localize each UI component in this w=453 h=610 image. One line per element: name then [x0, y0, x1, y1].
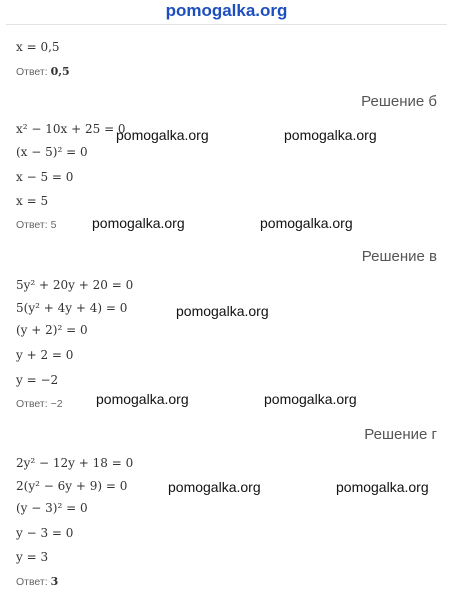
- watermark: pomogalka.org: [176, 303, 269, 319]
- section-title-d: Решение г: [364, 426, 437, 443]
- section-title-b: Решение б: [361, 93, 437, 110]
- watermark: pomogalka.org: [92, 215, 185, 231]
- watermark: pomogalka.org: [96, 391, 189, 407]
- watermark: pomogalka.org: [116, 127, 209, 143]
- header-divider: [6, 24, 447, 25]
- solution-line: 5y² + 20y + 20 = 0: [16, 278, 134, 292]
- watermark: pomogalka.org: [264, 391, 357, 407]
- solution-line: y − 3 = 0: [16, 526, 74, 540]
- solution-line: x = 5: [16, 194, 49, 208]
- answer: Ответ: 0,5: [16, 65, 70, 78]
- section-title-c: Решение в: [361, 248, 437, 265]
- answer: Ответ: 5: [16, 219, 57, 231]
- solution-line: x² − 10x + 25 = 0: [16, 122, 126, 136]
- solution-line: x = 0,5: [16, 40, 60, 54]
- answer: Ответ: −2: [16, 398, 63, 410]
- solution-line: 5(y² + 4y + 4) = 0: [16, 301, 128, 315]
- solution-line: y = 3: [16, 550, 49, 564]
- watermark: pomogalka.org: [336, 479, 429, 495]
- solution-line: x − 5 = 0: [16, 170, 74, 184]
- solution-line: 2y² − 12y + 18 = 0: [16, 456, 134, 470]
- watermark: pomogalka.org: [260, 215, 353, 231]
- site-header[interactable]: pomogalka.org: [165, 1, 288, 20]
- answer: Ответ: 3: [16, 575, 59, 588]
- solution-line: (y − 3)² = 0: [16, 501, 88, 515]
- solution-line: y + 2 = 0: [16, 348, 74, 362]
- watermark: pomogalka.org: [284, 127, 377, 143]
- solution-line: (x − 5)² = 0: [16, 145, 88, 159]
- solution-line: 2(y² − 6y + 9) = 0: [16, 479, 128, 493]
- solution-line: (y + 2)² = 0: [16, 323, 88, 337]
- solution-line: y = −2: [16, 373, 59, 387]
- watermark: pomogalka.org: [168, 479, 261, 495]
